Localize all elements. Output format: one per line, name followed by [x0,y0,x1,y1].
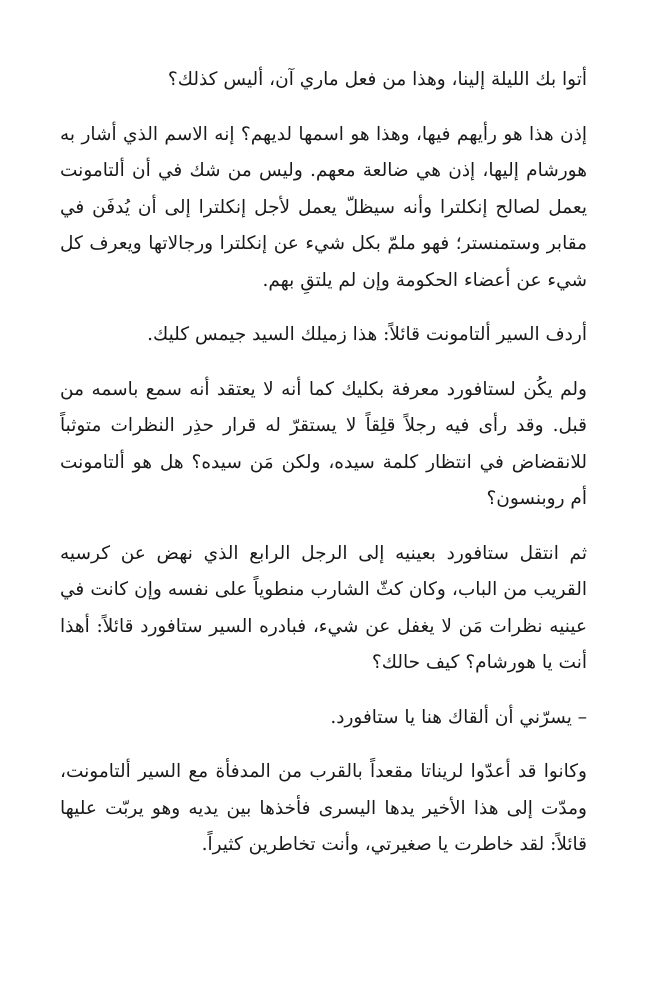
paragraph: ولم يكُن لستافورد معرفة بكليك كما أنه لا يعتقد أنه سمع باسمه من قبل. وقد رأى فيه رجلاً قلِقاً لا يستقرّ له قرار حذِر النظرات متوثباً للانقضاض في انتظار كلمة سيده، ولكن مَن سيده؟ هل هو ألتامونت أم روبنسون؟ [60,378,587,509]
paragraph: أتوا بك الليلة إلينا، وهذا من فعل ماري آن، أليس كذلك؟ [167,69,587,90]
paragraph: إذن هذا هو رأيهم فيها، وهذا هو اسمها لديهم؟ إنه الاسم الذي أشار به هورشام إليها، إذن هي ضالعة معهم. وليس من شك في أن ألتامونت يعمل لصالح إنكلترا وأنه سيظلّ يعمل لأجل إنكلترا إلى أن يُدفَن في مقابر وستمنستر؛ فهو ملمّ بكل شيء عن إنكلترا ورجالاتها ويعرف كل شيء عن أعضاء الحكومة وإن لم يلتقِ بهم. [60,123,587,291]
paragraph: أردف السير ألتامونت قائلاً: هذا زميلك السيد جيمس كليك. [147,324,587,345]
paragraph: وكانوا قد أعدّوا لريناتا مقعداً بالقرب من المدفأة مع السير ألتامونت، ومدّت إلى هذا الأخير يدها اليسرى فأخذها بين يديه وهو يربّت عليها قائلاً: لقد خاطرت يا صغيرتي، وأنت تخاطرين كثيراً. [60,761,587,855]
paragraph: ثم انتقل ستافورد بعينيه إلى الرجل الرابع الذي نهض عن كرسيه القريب من الباب، وكان كثّ الشارب منطوياً على نفسه وإن كانت في عينيه نظرات مَن لا يغفل عن شيء، فبادره السير ستافورد قائلاً: أهذا أنت يا هورشام؟ كيف حالك؟ [60,542,587,673]
dialogue-line: – يسرّني أن ألقاك هنا يا ستافورد. [330,706,587,728]
